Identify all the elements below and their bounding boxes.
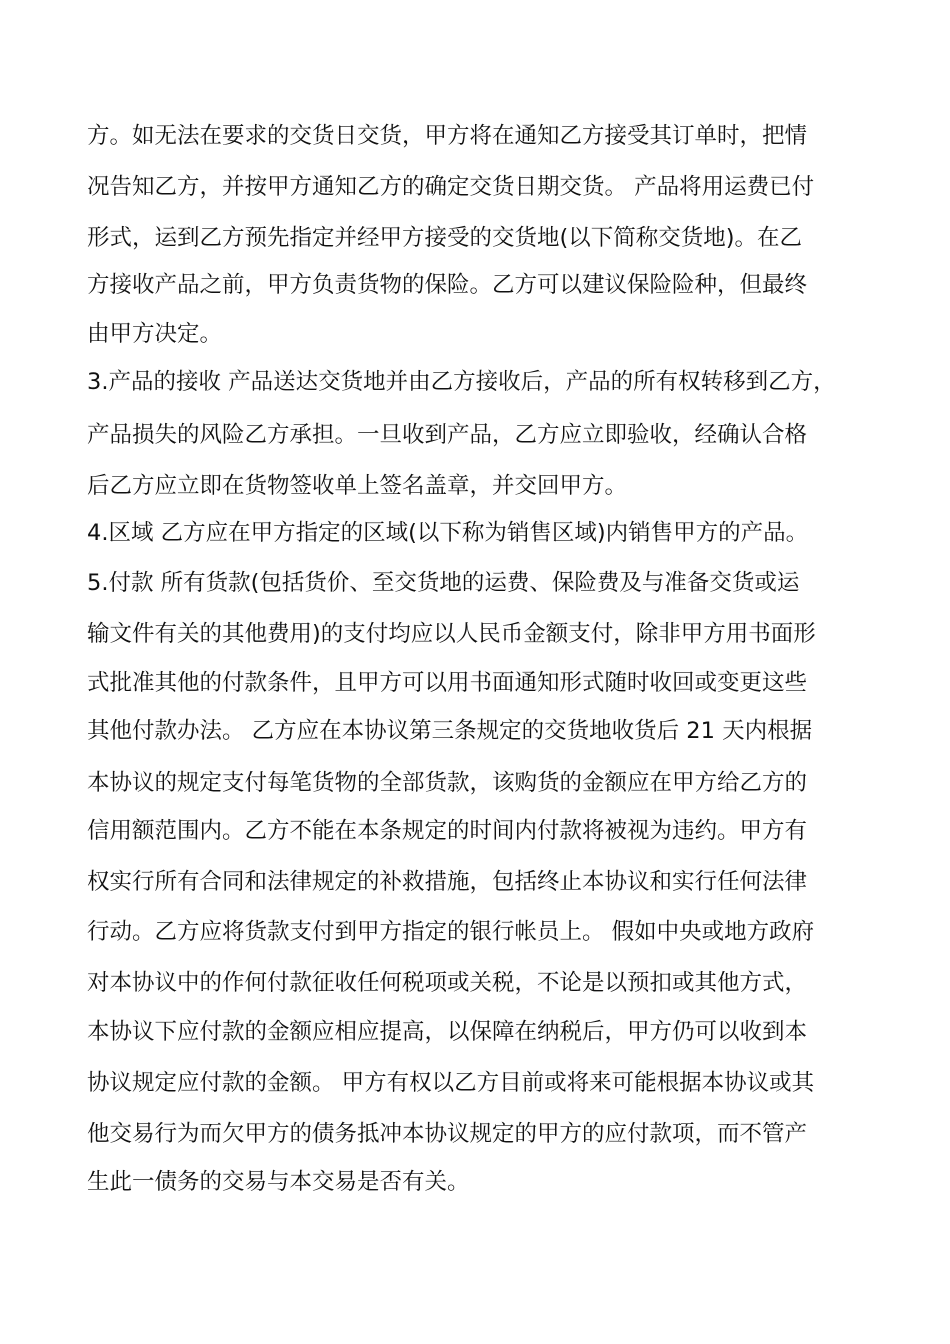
text-line: 产品损失的风险乙方承担。一旦收到产品，乙方应立即验收，经确认合格 — [87, 422, 808, 448]
text-line: 形式，运到乙方预先指定并经甲方接受的交货地(以下简称交货地)。在乙 — [87, 225, 803, 251]
text-line: 本协议下应付款的金额应相应提高，以保障在纳税后，甲方仍可以收到本 — [87, 1019, 808, 1045]
text-line: 况告知乙方，并按甲方通知乙方的确定交货日期交货。 产品将用运费已付 — [87, 174, 815, 200]
section-heading-line: 4.区域 乙方应在甲方指定的区域(以下称为销售区域)内销售甲方的产品。 — [87, 520, 809, 546]
text-line: 本协议的规定支付每笔货物的全部货款，该购货的金额应在甲方给乙方的 — [87, 770, 808, 796]
text-line: 输文件有关的其他费用)的支付均应以人民币金额支付，除非甲方用书面形 — [87, 621, 816, 647]
text-line: 式批准其他的付款条件，且甲方可以用书面通知形式随时收回或变更这些 — [87, 670, 808, 696]
text-line: 他交易行为而欠甲方的债务抵冲本协议规定的甲方的应付款项，而不管产 — [87, 1121, 808, 1147]
text-line: 生此一债务的交易与本交易是否有关。 — [87, 1169, 470, 1195]
text-line: 方。如无法在要求的交货日交货，甲方将在通知乙方接受其订单时，把情 — [87, 123, 808, 149]
text-line: 后乙方应立即在货物签收单上签名盖章，并交回甲方。 — [87, 473, 628, 499]
text-line: 其他付款办法。 乙方应在本协议第三条规定的交货地收货后 21 天内根据 — [87, 718, 813, 744]
text-line: 权实行所有合同和法律规定的补救措施，包括终止本协议和实行任何法律 — [87, 869, 808, 895]
text-line: 对本协议中的作何付款征收任何税项或关税，不论是以预扣或其他方式， — [87, 970, 808, 996]
section-heading-line: 5.付款 所有货款(包括货价、至交货地的运费、保险费及与准备交货或运 — [87, 570, 800, 596]
text-line: 协议规定应付款的金额。 甲方有权以乙方目前或将来可能根据本协议或其 — [87, 1070, 815, 1096]
text-line: 由甲方决定。 — [87, 321, 223, 347]
text-line: 行动。乙方应将货款支付到甲方指定的银行帐员上。 假如中央或地方政府 — [87, 919, 815, 945]
text-line: 方接收产品之前，甲方负责货物的保险。乙方可以建议保险险种，但最终 — [87, 272, 808, 298]
section-heading-line: 3.产品的接收 产品送达交货地并由乙方接收后，产品的所有权转移到乙方， — [87, 369, 836, 395]
text-line: 信用额范围内。乙方不能在本条规定的时间内付款将被视为违约。甲方有 — [87, 818, 808, 844]
